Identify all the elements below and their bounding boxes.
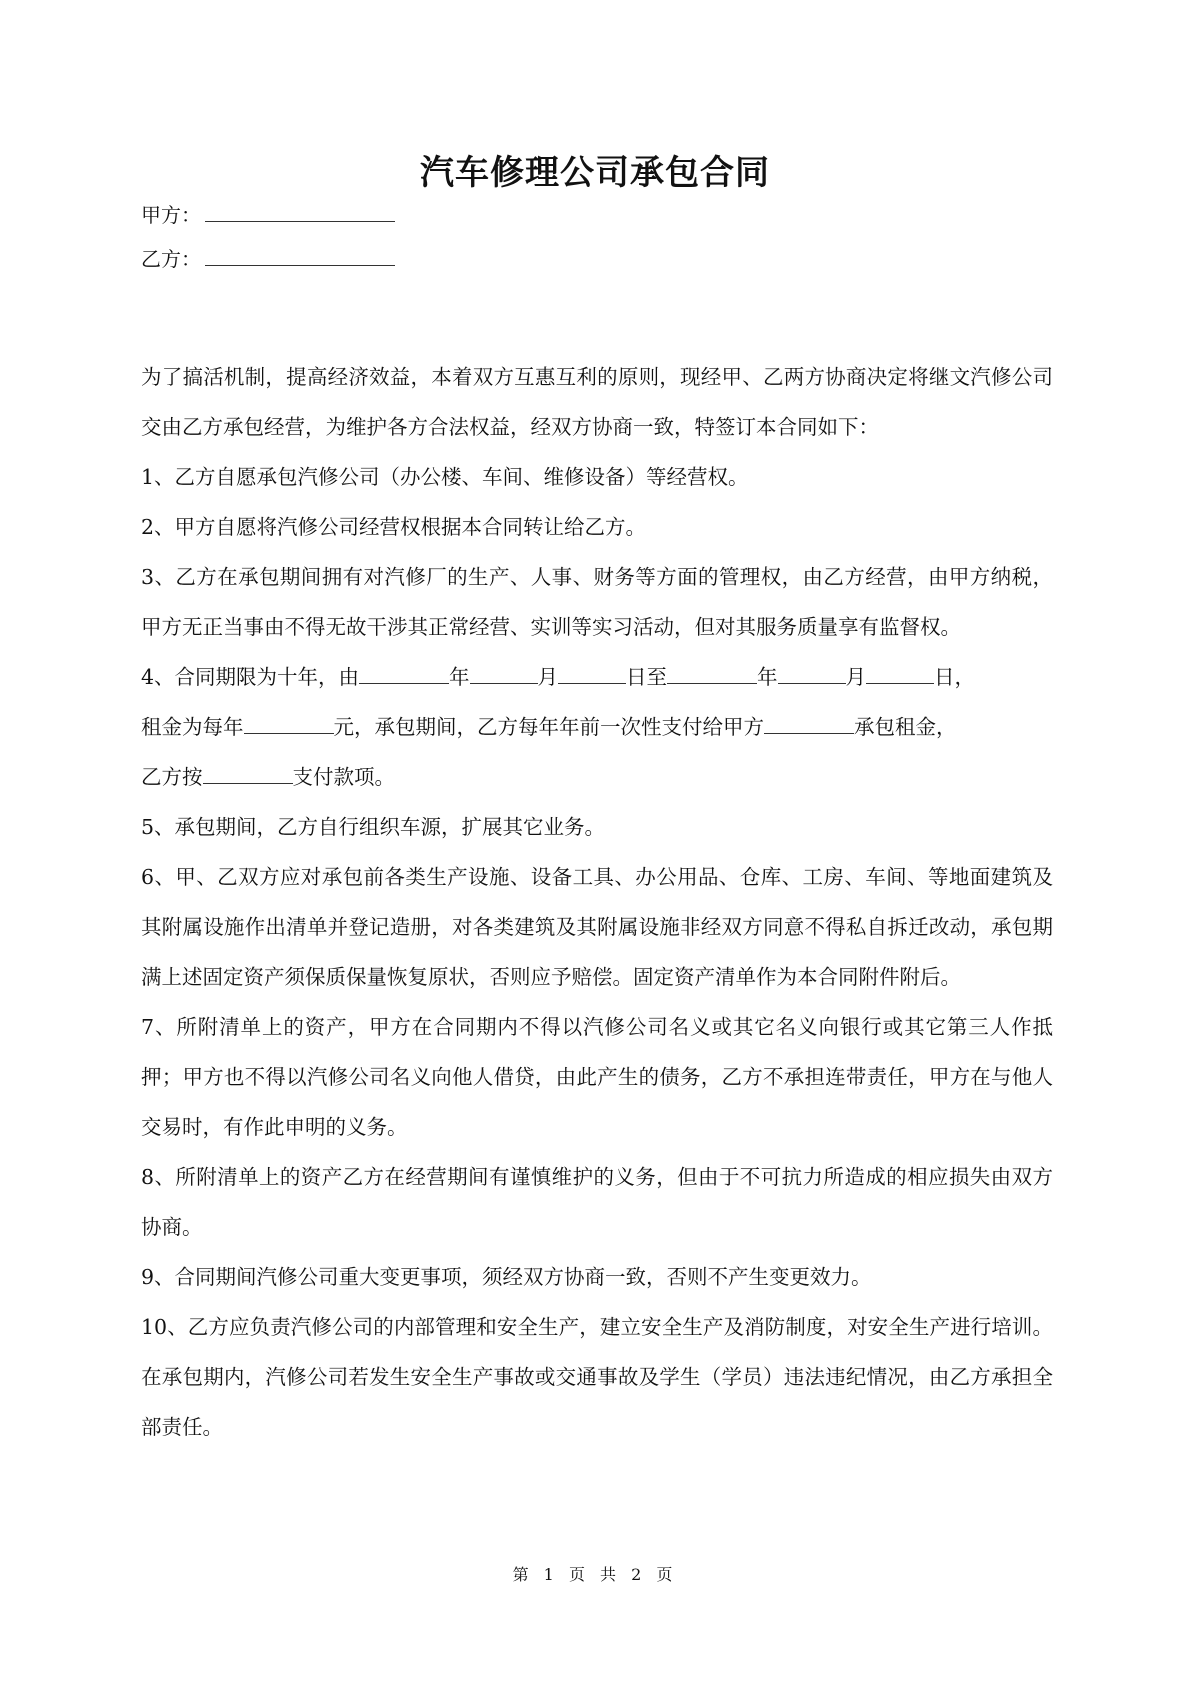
rent-amount-blank[interactable] (764, 711, 854, 734)
clause-5: 5、承包期间，乙方自行组织车源，扩展其它业务。 (141, 815, 606, 839)
clause-2: 2、甲方自愿将汽修公司经营权根据本合同转让给乙方。 (141, 515, 647, 539)
clause-9: 9、合同期间汽修公司重大变更事项，须经双方协商一致，否则不产生变更效力。 (141, 1265, 872, 1289)
payment-method-blank[interactable] (203, 761, 293, 784)
start-month-blank[interactable] (470, 661, 538, 684)
end-day-blank[interactable] (866, 661, 934, 684)
page-number: 第 1 页 共 2 页 (512, 1565, 678, 1584)
document-title: 汽车修理公司承包合同 (420, 153, 770, 193)
party-b-label: 乙方： (141, 247, 201, 271)
end-month-blank[interactable] (778, 661, 846, 684)
clause-7: 7、所附清单上的资产，甲方在合同期内不得以汽修公司名义或其它名义向银行或其它第三人作抵押；甲方也不得以汽修公司名义向他人借贷，由此产生的债务，乙方不承担连带责任，甲方在与他人交易时，有作此申明的义务。 (141, 1015, 1053, 1139)
start-day-blank[interactable] (558, 661, 626, 684)
clause-8: 8、所附清单上的资产乙方在经营期间有谨慎维护的义务，但由于不可抗力所造成的相应损失由双方协商。 (141, 1165, 1053, 1239)
start-year-blank[interactable] (359, 661, 449, 684)
clause-3: 3、乙方在承包期间拥有对汽修厂的生产、人事、财务等方面的管理权，由乙方经营，由甲方纳税，甲方无正当事由不得无故干涉其正常经营、实训等实习活动，但对其服务质量享有监督权。 (141, 565, 1053, 639)
clause-10: 10、乙方应负责汽修公司的内部管理和安全生产，建立安全生产及消防制度，对安全生产进行培训。在承包期内，汽修公司若发生安全生产事故或交通事故及学生（学员）违法违纪情况，由乙方承担全部责任。 (141, 1315, 1053, 1439)
party-b-blank[interactable] (205, 243, 395, 266)
clause-4: 4、合同期限为十年，由 年 月 日至 年 月 日， 租金为每年 元，承包期间，乙方每年年前一次性支付给甲方 承包租金， 乙方按 支付款项。 (141, 652, 1053, 802)
clause-6: 6、甲、乙双方应对承包前各类生产设施、设备工具、办公用品、仓库、工房、车间、等地面建筑及其附属设施作出清单并登记造册，对各类建筑及其附属设施非经双方同意不得私自拆迁改动，承包期满上述固定资产须保质保量恢复原状，否则应予赔偿。固定资产清单作为本合同附件附后。 (141, 865, 1053, 989)
annual-rent-blank[interactable] (244, 711, 334, 734)
party-a-label: 甲方： (141, 203, 201, 227)
party-a-line (141, 199, 395, 230)
party-a-blank[interactable] (205, 199, 395, 222)
party-b-line (141, 243, 395, 274)
clause-1: 1、乙方自愿承包汽修公司（办公楼、车间、维修设备）等经营权。 (141, 465, 749, 489)
intro-paragraph: 为了搞活机制，提高经济效益，本着双方互惠互利的原则，现经甲、乙两方协商决定将继文汽修公司交由乙方承包经营，为维护各方合法权益，经双方协商一致，特签订本合同如下： (141, 365, 1053, 439)
end-year-blank[interactable] (667, 661, 757, 684)
contract-body (141, 352, 1053, 1452)
